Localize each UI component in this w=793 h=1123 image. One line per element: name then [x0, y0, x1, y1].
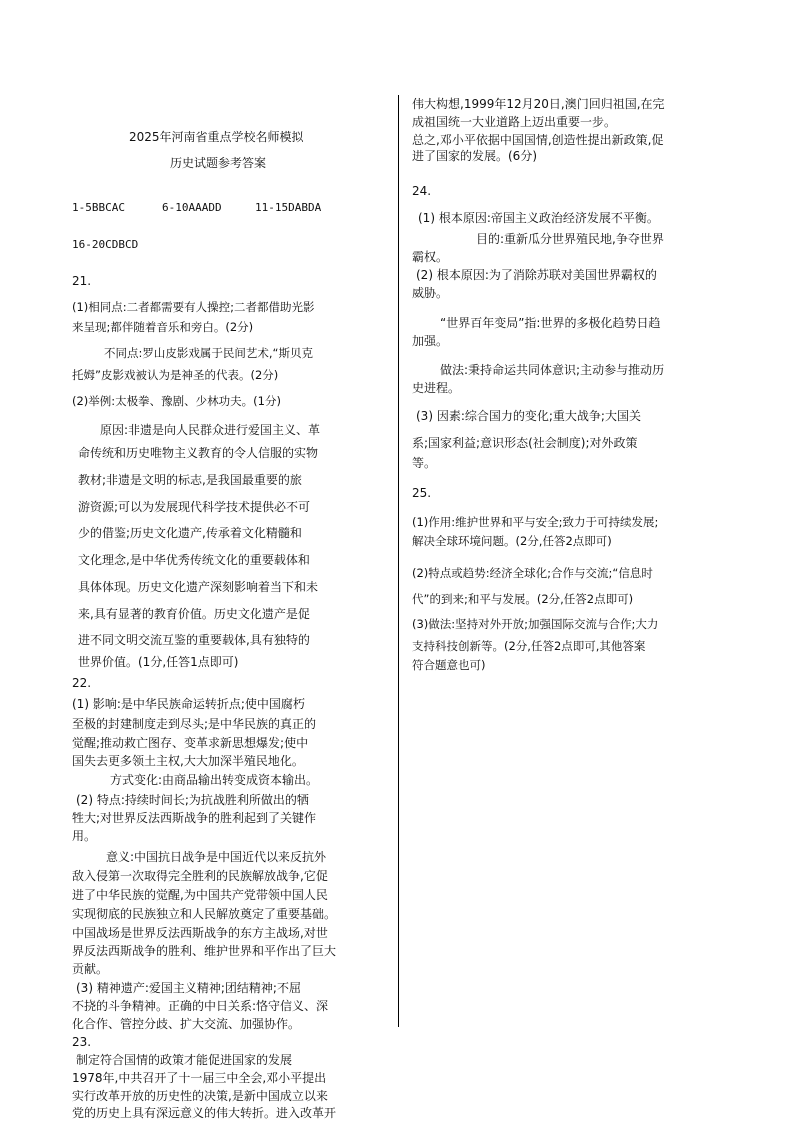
- mc-answers-4: 16-20CDBCD: [72, 238, 139, 251]
- q22-line: (3) 精神遗产:爱国主义精神;团结精神;不屈: [76, 981, 301, 995]
- q24-line: (3) 因素:综合国力的变化;重大战争;大国关: [416, 409, 641, 423]
- q24-line: 做法:秉持命运共同体意识;主动参与推动历: [440, 363, 665, 377]
- q21-line: (2)举例:太极拳、豫剧、少林功夫。(1分): [72, 394, 281, 408]
- q21-reason-line: 世界价值。(1分,任答1点即可): [78, 655, 239, 669]
- question-25-number: 25.: [412, 486, 432, 500]
- q22-line: 不挠的斗争精神。正确的中日关系:恪守信义、深: [72, 999, 329, 1013]
- q22-line: 用。: [72, 829, 97, 843]
- q24-line: 威胁。: [412, 286, 449, 300]
- mc-answers-2: 6-10AAADD: [162, 201, 222, 214]
- q22-line: 敌入侵第一次取得完全胜利的民族解放战争,它促: [72, 869, 328, 883]
- q22-line: 中国战场是世界反法西斯战争的东方主战场,对世: [72, 926, 328, 940]
- q22-line: 至极的封建制度走到尽头;是中华民族的真正的: [72, 717, 317, 731]
- q24-line: 加强。: [412, 334, 449, 348]
- q24-line: (2) 根本原因:为了消除苏联对美国世界霸权的: [416, 268, 657, 282]
- column-divider: [398, 95, 399, 1027]
- q23-line: 实行改革开放的历史性的决策,是新中国成立以来: [72, 1089, 328, 1103]
- q21-reason-line: 游资源;可以为发展现代科学技术提供必不可: [78, 500, 311, 514]
- q24-line: 等。: [412, 456, 437, 470]
- q21-line: 来呈现;都伴随着音乐和旁白。(2分): [72, 320, 254, 334]
- q23-continued-line: 进了国家的发展。(6分): [412, 149, 537, 163]
- q22-line: 贡献。: [72, 962, 109, 976]
- q24-line: 系;国家利益;意识形态(社会制度);对外政策: [412, 436, 638, 450]
- q22-line: 牲大;对世界反法西斯战争的胜利起到了关键作: [72, 811, 317, 825]
- q21-reason-line: 文化理念,是中华优秀传统文化的重要载体和: [78, 553, 310, 567]
- q25-line: 符合题意也可): [412, 658, 486, 672]
- q24-line: “世界百年变局”指:世界的多极化趋势日趋: [440, 316, 661, 330]
- q21-line: 托姆”皮影戏被认为是神圣的代表。(2分): [72, 368, 279, 382]
- q22-line: 进了中华民族的觉醒,为中国共产党带领中国人民: [72, 888, 328, 902]
- q21-reason-line: 少的借鉴;历史文化遗产,传承着文化精髓和: [78, 526, 302, 540]
- q24-line: (1) 根本原因:帝国主义政治经济发展不平衡。: [418, 211, 659, 225]
- q22-line: 化合作、管控分歧、扩大交流、加强协作。: [72, 1017, 301, 1031]
- doc-subtitle: 历史试题参考答案: [170, 156, 267, 170]
- q21-reason-line: 教材;非遗是文明的标志,是我国最重要的旅: [78, 473, 302, 487]
- mc-answers-1: 1-5BBCAC: [72, 201, 125, 214]
- q23-continued-line: 成祖国统一大业道路上迈出重要一步。: [412, 115, 617, 129]
- q24-line: 目的:重新瓜分世界殖民地,争夺世界: [476, 232, 664, 246]
- q23-line: 制定符合国情的政策才能促进国家的发展: [76, 1053, 293, 1067]
- q22-line: 觉醒;推动救亡图存、变革求新思想爆发;使中: [72, 736, 309, 750]
- question-23-number: 23.: [72, 1035, 92, 1049]
- q25-line: (2)特点或趋势:经济全球化;合作与交流;“信息时: [412, 566, 653, 580]
- q23-line: 党的历史上具有深远意义的伟大转折。进入改革开: [72, 1106, 337, 1120]
- q25-line: (3)做法:坚持对外开放;加强国际交流与合作;大力: [412, 617, 659, 631]
- q25-line: 解决全球环境问题。(2分,任答2点即可): [412, 534, 612, 548]
- q22-line: 界反法西斯战争的胜利、维护世界和平作出了巨大: [72, 944, 337, 958]
- q21-reason-line: 具体体现。历史文化遗产深刻影响着当下和未: [78, 580, 319, 594]
- q22-line: (2) 特点:持续时间长;为抗战胜利所做出的牺: [76, 793, 309, 807]
- q24-line: 霸权。: [412, 250, 449, 264]
- question-24-number: 24.: [412, 184, 432, 198]
- q23-line: 1978年,中共召开了十一届三中全会,邓小平提出: [72, 1071, 327, 1085]
- q22-line: 意义:中国抗日战争是中国近代以来反抗外: [106, 850, 327, 864]
- q22-line: (1) 影响:是中华民族命运转折点;使中国腐朽: [72, 697, 305, 711]
- q24-line: 史进程。: [412, 381, 461, 395]
- question-22-number: 22.: [72, 676, 92, 690]
- q25-line: (1)作用:维护世界和平与安全;致力于可持续发展;: [412, 515, 659, 529]
- q22-line: 国失去更多领土主权,大大加深半殖民地化。: [72, 754, 304, 768]
- q21-reason-line: 进不同文明交流互鉴的重要载体,具有独特的: [78, 633, 310, 647]
- q21-reason-line: 来,具有显著的教育价值。历史文化遗产是促: [78, 607, 310, 621]
- q23-continued-line: 伟大构想,1999年12月20日,澳门回归祖国,在完: [412, 97, 665, 111]
- q23-continued-line: 总之,邓小平依据中国国情,创造性提出新政策,促: [412, 133, 664, 147]
- q22-line: 方式变化:由商品输出转变成资本输出。: [110, 773, 319, 787]
- q25-line: 代”的到来;和平与发展。(2分,任答2点即可): [412, 592, 634, 606]
- doc-title: 2025年河南省重点学校名师模拟: [129, 130, 304, 144]
- q22-line: 实现彻底的民族独立和人民解放奠定了重要基础。: [72, 907, 337, 921]
- q21-line: 不同点:罗山皮影戏属于民间艺术,“斯贝克: [104, 346, 313, 360]
- q21-reason-line: 原因:非遗是向人民群众进行爱国主义、革: [100, 423, 321, 437]
- q21-reason-line: 命传统和历史唯物主义教育的令人信服的实物: [78, 446, 319, 460]
- mc-answers-3: 11-15DABDA: [255, 201, 322, 214]
- q25-line: 支持科技创新等。(2分,任答2点即可,其他答案: [412, 639, 646, 653]
- question-21-number: 21.: [72, 274, 92, 288]
- q21-line: (1)相同点:二者都需要有人操控;二者都借助光影: [72, 300, 315, 314]
